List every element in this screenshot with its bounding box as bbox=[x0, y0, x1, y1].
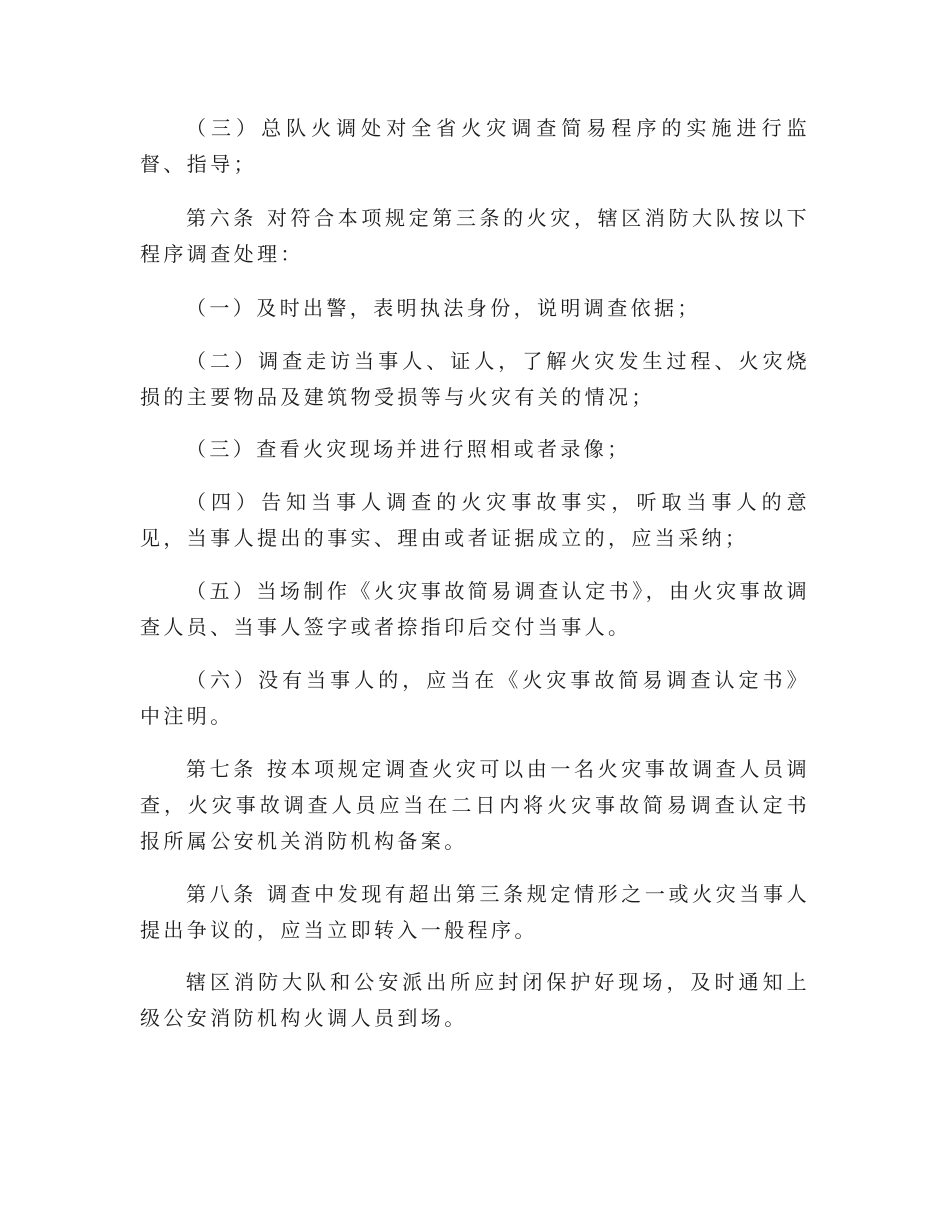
paragraph-supervision: （三）总队火调处对全省火灾调查简易程序的实施进行监督、指导； bbox=[140, 116, 810, 176]
paragraph-item-6: （六）没有当事人的，应当在《火灾事故简易调查认定书》中注明。 bbox=[140, 668, 810, 728]
paragraph-item-2: （二）调查走访当事人、证人，了解火灾发生过程、火灾烧损的主要物品及建筑物受损等与火灾有关的情况； bbox=[140, 349, 810, 409]
paragraph-article-7: 第七条 按本项规定调查火灾可以由一名火灾事故调查人员调查，火灾事故调查人员应当在二日内将火灾事故简易调查认定书报所属公安机关消防机构备案。 bbox=[140, 757, 810, 853]
paragraph-item-5: （五）当场制作《火灾事故简易调查认定书》，由火灾事故调查人员、当事人签字或者捺指印后交付当事人。 bbox=[140, 579, 810, 639]
paragraph-item-1: （一）及时出警，表明执法身份，说明调查依据； bbox=[186, 296, 701, 320]
paragraph-article-8: 第八条 调查中发现有超出第三条规定情形之一或火灾当事人提出争议的，应当立即转入一般程序。 bbox=[140, 882, 810, 942]
paragraph-item-4: （四）告知当事人调查的火灾事故事实，听取当事人的意见，当事人提出的事实、理由或者证据成立的，应当采纳； bbox=[140, 490, 810, 550]
paragraph-scene-protection: 辖区消防大队和公安派出所应封闭保护好现场，及时通知上级公安消防机构火调人员到场。 bbox=[140, 970, 810, 1030]
paragraph-item-3: （三）查看火灾现场并进行照相或者录像； bbox=[186, 437, 631, 461]
paragraph-article-6: 第六条 对符合本项规定第三条的火灾，辖区消防大队按以下程序调查处理： bbox=[140, 206, 810, 266]
